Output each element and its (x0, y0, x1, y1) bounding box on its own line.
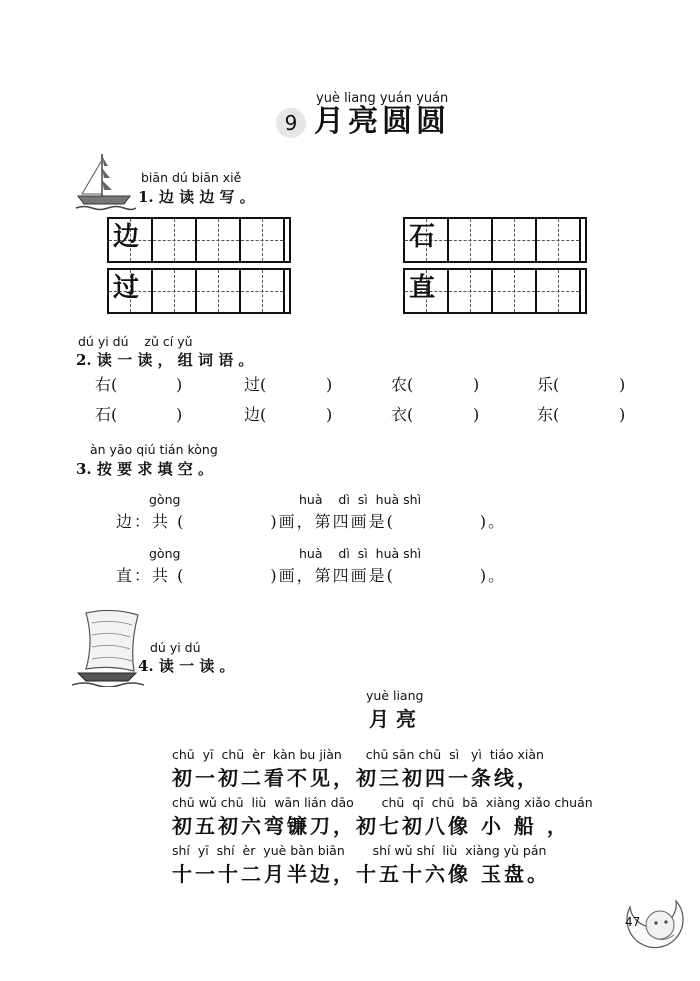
poem-line-pinyin: chū yī chū èr kàn bu jiàn chū sān chū sì yì tiáo xiàn (172, 747, 544, 762)
word-blank-close: ) (326, 375, 333, 394)
sail-boat-icon (72, 605, 144, 687)
poem-line-pinyin: shí yī shí èr yuè bàn biān shí wǔ shí liù xiàng yù pán (172, 843, 547, 858)
word-blank-close: ) (619, 405, 626, 424)
word-blank-close: ) (473, 405, 480, 424)
q1-pinyin: biān dú biān xiě (141, 170, 242, 185)
grid-character: 石 (409, 222, 436, 252)
fill-pinyin: gòng (149, 546, 181, 561)
fill-pinyin: gòng (149, 492, 181, 507)
word-blank-label: 右( (95, 375, 118, 394)
poem-title: 月 亮 (369, 707, 416, 731)
word-blank-label: 衣( (391, 405, 414, 424)
poem-line: 十一十二月半边，十五十六像 玉盘。 (172, 862, 550, 886)
lesson-number-badge: 9 (276, 108, 306, 138)
poem-line: 初一初二看不见，初三初四一条线， (172, 766, 540, 790)
word-blank-label: 边( (244, 405, 267, 424)
fill-pinyin: huà dì sì huà shì (299, 546, 422, 561)
word-blank-label: 过( (244, 375, 267, 394)
q4-label: 4. 读 一 读 。 (138, 657, 235, 675)
poem-line-pinyin: chū wǔ chū liù wān lián dāo chū qī chū bā xiàng xiǎo chuán (172, 795, 593, 810)
q1-label: 1. 边 读 边 写 。 (138, 188, 255, 206)
poem-title-pinyin: yuè liang (366, 688, 424, 703)
writing-grid-bian[interactable] (107, 217, 291, 263)
word-blank-label: 乐( (537, 375, 560, 394)
fill-pinyin: huà dì sì huà shì (299, 492, 422, 507)
q4-pinyin: dú yi dú (150, 640, 201, 655)
q3-pinyin: àn yāo qiú tián kòng (90, 442, 218, 457)
word-blank-close: ) (176, 375, 183, 394)
page-title: 月亮圆圆 (314, 104, 450, 139)
word-blank-close: ) (619, 375, 626, 394)
word-blank-label: 农( (391, 375, 414, 394)
writing-grid-zhi[interactable] (403, 268, 587, 314)
title-pinyin: yuè liang yuán yuán (316, 91, 449, 106)
q2-label: 2. 读 一 读 ， 组 词 语 。 (76, 351, 254, 369)
q3-label: 3. 按 要 求 填 空 。 (76, 460, 213, 478)
word-blank-close: ) (326, 405, 333, 424)
word-blank-close: ) (473, 375, 480, 394)
page-number: 47 (625, 915, 641, 929)
fill-in-line: 直：共 ( )画，第四画是( )。 (116, 566, 507, 585)
writing-grid-guo[interactable] (107, 268, 291, 314)
writing-grid-shi[interactable] (403, 217, 587, 263)
word-blank-label: 东( (537, 405, 560, 424)
grid-character: 直 (409, 273, 436, 303)
sailboat-icon (74, 150, 136, 212)
grid-character: 边 (113, 222, 140, 252)
word-blank-label: 石( (95, 405, 118, 424)
q2-pinyin: dú yi dú zǔ cí yǔ (78, 334, 193, 349)
poem-line: 初五初六弯镰刀，初七初八像 小 船 ， (172, 814, 570, 838)
word-blank-close: ) (176, 405, 183, 424)
fill-in-line: 边：共 ( )画，第四画是( )。 (116, 512, 507, 531)
grid-character: 过 (113, 273, 140, 303)
